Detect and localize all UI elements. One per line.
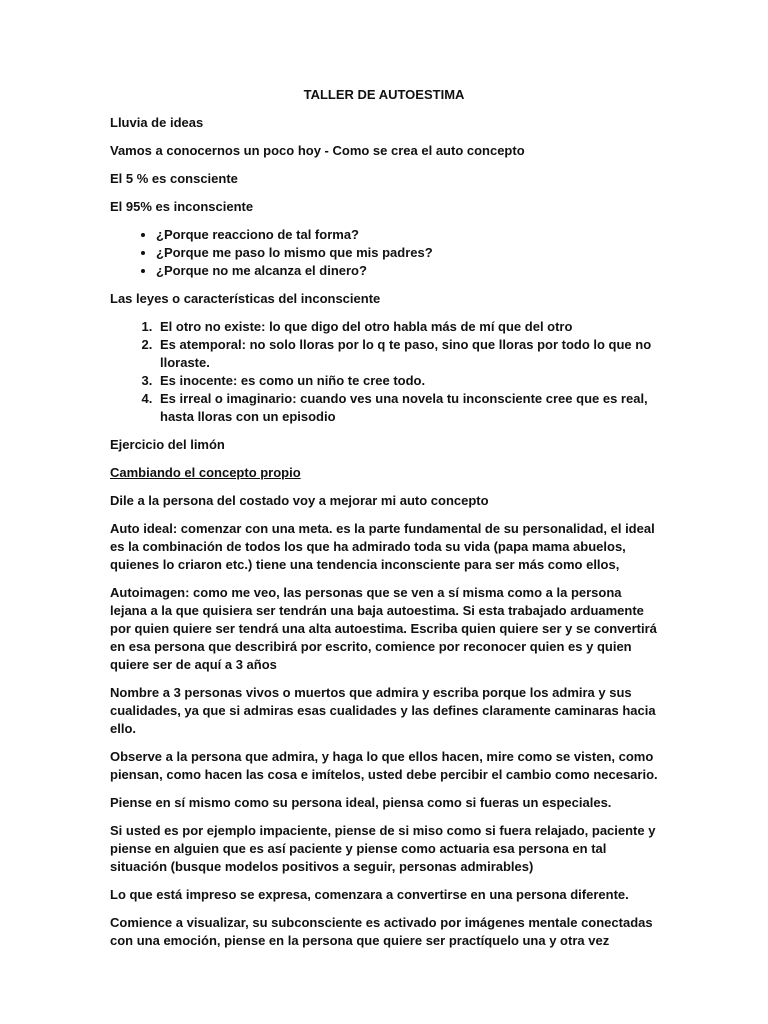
- list-item: • ¿Porque me paso lo mismo que mis padres?: [156, 244, 658, 262]
- paragraph-conscious: El 5 % es consciente: [110, 171, 238, 186]
- paragraph-visualize: Comience a visualizar, su subconsciente es activado por imágenes mentale conectadas con una emoción, piense en la persona que quiere ser practíquelo una y otra vez: [110, 915, 653, 948]
- paragraph-unconscious: El 95% es inconsciente: [110, 199, 254, 214]
- paragraph-laws: Las leyes o características del inconsciente: [110, 291, 381, 306]
- list-item: 3. Es inocente: es como un niño te cree todo.: [156, 372, 658, 390]
- list-item: • ¿Porque no me alcanza el dinero?: [156, 262, 658, 280]
- paragraph-admired-people: Nombre a 3 personas vivos o muertos que admira y escriba porque los admira y sus cualidades, ya que si admiras esas cualidades y las defines claramente caminaras hacia ello.: [110, 685, 656, 736]
- list-item: • ¿Porque reacciono de tal forma?: [156, 226, 658, 244]
- paragraph-brainstorm: Lluvia de ideas: [110, 115, 204, 130]
- paragraph-printed: Lo que está impreso se expresa, comenzara a convertirse en una persona diferente.: [110, 887, 629, 902]
- question-bullet-list: [110, 226, 658, 280]
- list-item: 4. Es irreal o imaginario: cuando ves una novela tu inconsciente cree que es real, hasta lloras con un episodio: [156, 390, 658, 426]
- paragraph-ideal-self: Piense en sí mismo como su persona ideal, piensa como si fueras un especiales.: [110, 795, 612, 810]
- list-item: 2. Es atemporal: no solo lloras por lo q te paso, sino que lloras por todo lo que no lloraste.: [156, 336, 658, 372]
- document-title: TALLER DE AUTOESTIMA: [303, 87, 465, 102]
- paragraph-self-image: Autoimagen: como me veo, las personas que se ven a sí misma como a la persona lejana a la que quisiera ser tendrán una baja autoestima. Si esta trabajado arduamente por quien quiere ser tendrá una alta autoestima. Escriba quien quiere ser y se convertirá en esa persona que describirá por escrito, comience por reconocer quien es y quien quiere ser de aquí a 3 años: [110, 585, 657, 672]
- paragraph-auto-ideal: Auto ideal: comenzar con una meta. es la parte fundamental de su personalidad, el ideal es la combinación de todos los que ha admirado toda su vida (papa mama abuelos, quienes lo criaron etc.) tiene una tendencia inconsciente para ser más como ellos,: [110, 521, 655, 572]
- section-heading: Cambiando el concepto propio: [110, 465, 301, 480]
- paragraph-impatient: Si usted es por ejemplo impaciente, piense de si miso como si fuera relajado, paciente y piense en alguien que es así paciente y piense como actuaria esa persona en tal situación (busque modelos positivos a seguir, personas admirables): [110, 823, 656, 874]
- list-item: 1. El otro no existe: lo que digo del otro habla más de mí que del otro: [156, 318, 658, 336]
- paragraph-intro: Vamos a conocernos un poco hoy - Como se crea el auto concepto: [110, 143, 525, 158]
- paragraph-observe: Observe a la persona que admira, y haga lo que ellos hacen, mire como se visten, como piensan, como hacen las cosa e imítelos, usted debe percibir el cambio como necesario.: [110, 749, 658, 782]
- paragraph-lemon-exercise: Ejercicio del limón: [110, 437, 225, 452]
- paragraph-tell-person: Dile a la persona del costado voy a mejorar mi auto concepto: [110, 493, 489, 508]
- laws-numbered-list: [110, 318, 658, 426]
